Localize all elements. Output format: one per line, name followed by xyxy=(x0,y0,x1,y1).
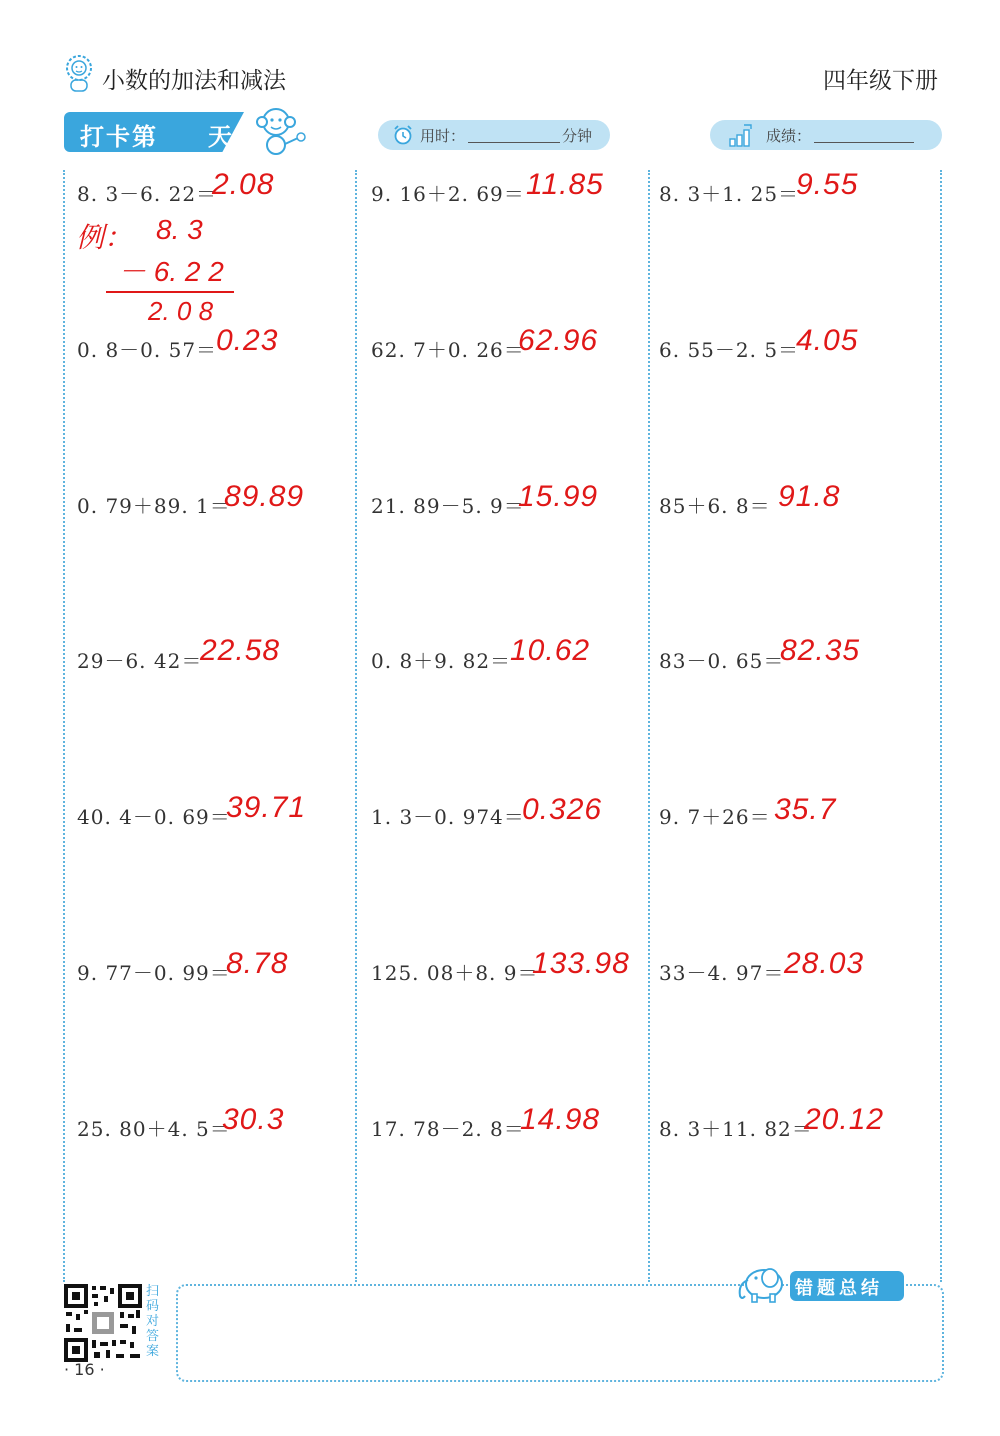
time-unit: 分钟 xyxy=(562,127,593,145)
problem-expression: 0. 8－0. 57＝ xyxy=(77,338,218,362)
problem-expression: 29－6. 42＝ xyxy=(77,649,203,673)
handwritten-answer: 35.7 xyxy=(774,793,837,826)
qr-caption: 扫码对答案 xyxy=(146,1284,160,1359)
problem-expression: 62. 7＋0. 26＝ xyxy=(371,338,525,362)
problem-expression: 9. 7＋26＝ xyxy=(659,805,771,829)
example-top-operand: 8. 3 xyxy=(156,214,203,245)
problem-expression: 0. 79＋89. 1＝ xyxy=(77,494,231,518)
handwritten-answer: 14.98 xyxy=(520,1103,601,1136)
handwritten-answer: 28.03 xyxy=(784,947,865,980)
column-divider xyxy=(63,170,65,1282)
problem-expression: 9. 16＋2. 69＝ xyxy=(371,182,525,206)
example-bottom-operand: － 6. 2 2 xyxy=(118,256,224,287)
monkey-icon xyxy=(250,104,308,156)
handwritten-answer: 9.55 xyxy=(796,168,859,201)
handwritten-answer: 22.58 xyxy=(200,634,281,667)
handwritten-answer: 133.98 xyxy=(532,947,630,980)
problem-expression: 83－0. 65＝ xyxy=(659,649,785,673)
problem-expression: 1. 3－0. 974＝ xyxy=(371,805,525,829)
handwritten-answer: 4.05 xyxy=(796,324,859,357)
grade-label: 四年级下册 xyxy=(823,68,938,94)
handwritten-answer: 11.85 xyxy=(526,168,604,201)
score-label: 成绩： xyxy=(766,127,812,145)
problem-expression: 6. 55－2. 5＝ xyxy=(659,338,800,362)
example-result: 2. 0 8 xyxy=(148,296,214,326)
problem-expression: 8. 3＋1. 25＝ xyxy=(659,182,800,206)
problem-expression: 40. 4－0. 69＝ xyxy=(77,805,231,829)
handwritten-answer: 0.23 xyxy=(216,324,279,357)
problem-expression: 8. 3＋11. 82＝ xyxy=(659,1117,813,1141)
score-input[interactable] xyxy=(814,124,914,143)
problem-expression: 33－4. 97＝ xyxy=(659,961,785,985)
qr-code[interactable] xyxy=(64,1284,142,1362)
error-summary-label: 错题总结 xyxy=(795,1278,883,1299)
page-number: · 16 · xyxy=(64,1360,105,1379)
handwritten-answer: 0.326 xyxy=(522,793,603,826)
handwritten-answer: 30.3 xyxy=(222,1103,285,1136)
problem-expression: 85＋6. 8＝ xyxy=(659,494,771,518)
lion-icon xyxy=(62,54,96,92)
column-divider xyxy=(940,170,942,1282)
problem-expression: 9. 77－0. 99＝ xyxy=(77,961,231,985)
punch-in-label: 打卡第 xyxy=(80,123,158,151)
handwritten-answer: 2.08 xyxy=(212,168,275,201)
time-input[interactable] xyxy=(468,124,560,143)
example-rule-line xyxy=(106,291,234,293)
handwritten-answer: 10.62 xyxy=(510,634,591,667)
problem-expression: 0. 8＋9. 82＝ xyxy=(371,649,512,673)
handwritten-answer: 15.99 xyxy=(518,480,599,513)
handwritten-answer: 89.89 xyxy=(224,480,305,513)
column-divider xyxy=(648,170,650,1282)
bar-chart-icon xyxy=(728,123,754,147)
handwritten-answer: 82.35 xyxy=(780,634,861,667)
problem-expression: 17. 78－2. 8＝ xyxy=(371,1117,525,1141)
problem-expression: 21. 89－5. 9＝ xyxy=(371,494,525,518)
handwritten-answer: 62.96 xyxy=(518,324,599,357)
punch-in-day-label: 天 xyxy=(208,123,232,151)
problem-expression: 125. 08＋8. 9＝ xyxy=(371,961,539,985)
handwritten-answer: 39.71 xyxy=(226,791,307,824)
alarm-clock-icon xyxy=(392,124,414,146)
problem-expression: 8. 3－6. 22＝ xyxy=(77,182,218,206)
handwritten-answer: 20.12 xyxy=(804,1103,885,1136)
handwritten-answer: 91.8 xyxy=(778,480,841,513)
elephant-icon xyxy=(734,1262,786,1304)
page-title: 小数的加法和减法 xyxy=(102,68,286,94)
problem-expression: 25. 80＋4. 5＝ xyxy=(77,1117,231,1141)
time-label: 用时： xyxy=(420,127,466,145)
column-divider xyxy=(355,170,357,1282)
handwritten-answer: 8.78 xyxy=(226,947,289,980)
example-label: 例： xyxy=(76,222,133,253)
